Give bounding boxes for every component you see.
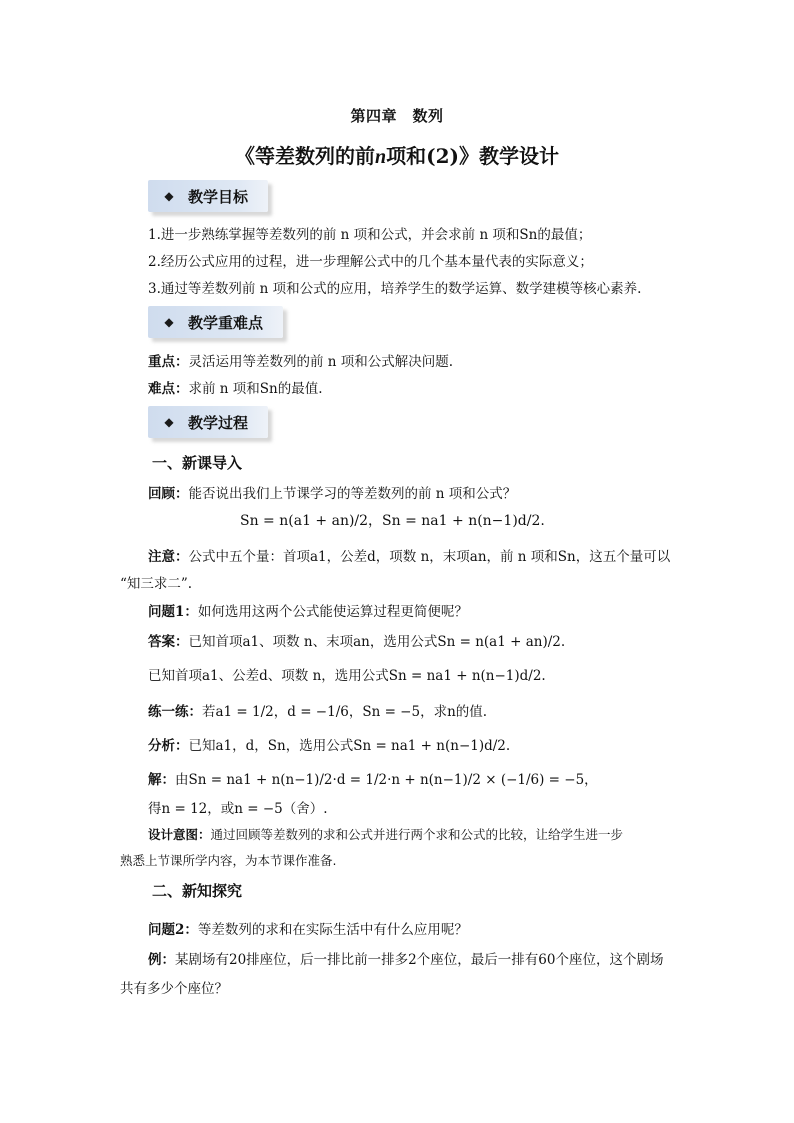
solution-label: 解：	[148, 772, 175, 788]
section-title: 教学目标	[188, 187, 249, 206]
answer-line	[148, 630, 565, 650]
goal-item: 2.经历公式应用的过程，进一步理解公式中的几个基本量代表的实际意义；	[148, 254, 593, 270]
goal-item: 1.进一步熟练掌握等差数列的前 n 项和公式，并会求前 n 项和Sn的最值；	[148, 227, 592, 243]
q1-label: 问题1：	[148, 604, 198, 620]
key-label: 重点：	[148, 354, 189, 370]
q2-label: 问题2：	[148, 922, 198, 938]
question2-line	[148, 918, 468, 938]
answer-text: 已知首项a1、项数 n、末项an，选用公式Sn = n(a1 + an)/2.	[188, 634, 566, 650]
sum-formulas: Sn = n(a1 + an)/2，Sn = na1 + n(n−1)d/2.	[240, 513, 545, 529]
section-header-keypoints	[148, 306, 283, 338]
key-point	[148, 350, 453, 370]
design-intent	[120, 822, 680, 848]
part2-heading: 二、新知探究	[152, 882, 243, 900]
document-title	[0, 140, 794, 169]
design-label: 设计意图：	[148, 827, 211, 842]
chapter-heading: 第四章 数列	[350, 107, 444, 125]
q2-text: 等差数列的求和在实际生活中有什么应用呢？	[197, 922, 468, 938]
analysis-text: 已知a1，d，Sn，选用公式Sn = na1 + n(n−1)d/2.	[188, 738, 511, 754]
solution-text: 由Sn = na1 + n(n−1)/2·d = 1/2·n + n(n−1)/2 × (−1/6) = −5，	[175, 772, 598, 788]
goal-item: 3.通过等差数列前 n 项和公式的应用，培养学生的数学运算、数学建模等核心素养.	[148, 281, 642, 297]
hard-text: 求前 n 项和Sn的最值.	[188, 381, 323, 397]
analysis-label: 分析：	[148, 738, 189, 754]
review-text: 能否说出我们上节课学习的等差数列的前 n 项和公式？	[188, 486, 517, 502]
example-line	[148, 948, 663, 968]
example-line-2: 共有多少个座位？	[120, 981, 228, 997]
section-title: 教学重难点	[188, 313, 264, 332]
diamond-icon: ◆	[164, 415, 174, 429]
diamond-icon: ◆	[164, 189, 174, 203]
title-n: n	[375, 146, 387, 168]
analysis-line	[148, 734, 510, 754]
section-header-goals	[148, 180, 268, 212]
design-intent-2: 熟悉上节课所学内容，为本节课作准备.	[120, 853, 337, 868]
practice-line	[148, 700, 487, 720]
design-text: 通过回顾等差数列的求和公式并进行两个求和公式的比较，让给学生进一步	[210, 827, 624, 842]
review-line	[148, 482, 516, 502]
practice-text: 若a1 = 1/2，d = −1/6，Sn = −5，求n的值.	[202, 704, 488, 720]
title-prefix: 《等差数列的前	[235, 144, 376, 168]
example-text: 某剧场有20排座位，后一排比前一排多2个座位，最后一排有60个座位，这个剧场	[175, 952, 664, 968]
example-label: 例：	[148, 952, 175, 968]
key-text: 灵活运用等差数列的前 n 项和公式解决问题.	[188, 354, 454, 370]
hard-point	[148, 377, 323, 397]
q1-text: 如何选用这两个公式能使运算过程更简便呢？	[197, 604, 468, 620]
review-label: 回顾：	[148, 486, 189, 502]
note-text: 公式中五个量：首项a1，公差d，项数 n，末项an，前 n 项和Sn，这五个量可以	[188, 549, 671, 565]
question1-line	[148, 600, 468, 620]
solution-line-2: 得n = 12，或n = −5（舍）.	[148, 801, 328, 817]
section-title: 教学过程	[188, 413, 249, 432]
solution-line	[148, 768, 598, 788]
part1-heading: 一、新课导入	[152, 454, 243, 472]
answer-line-2: 已知首项a1、公差d、项数 n，选用公式Sn = na1 + n(n−1)d/2.	[148, 668, 546, 684]
section-header-process	[148, 406, 268, 438]
note-line	[148, 545, 670, 565]
hard-label: 难点：	[148, 381, 189, 397]
title-suffix: 项和(2)》教学设计	[386, 144, 559, 168]
note-label: 注意：	[148, 549, 189, 565]
note-line-2: “知三求二”.	[120, 576, 193, 592]
diamond-icon: ◆	[164, 315, 174, 329]
answer-label: 答案：	[148, 634, 189, 650]
practice-label: 练一练：	[148, 704, 202, 720]
